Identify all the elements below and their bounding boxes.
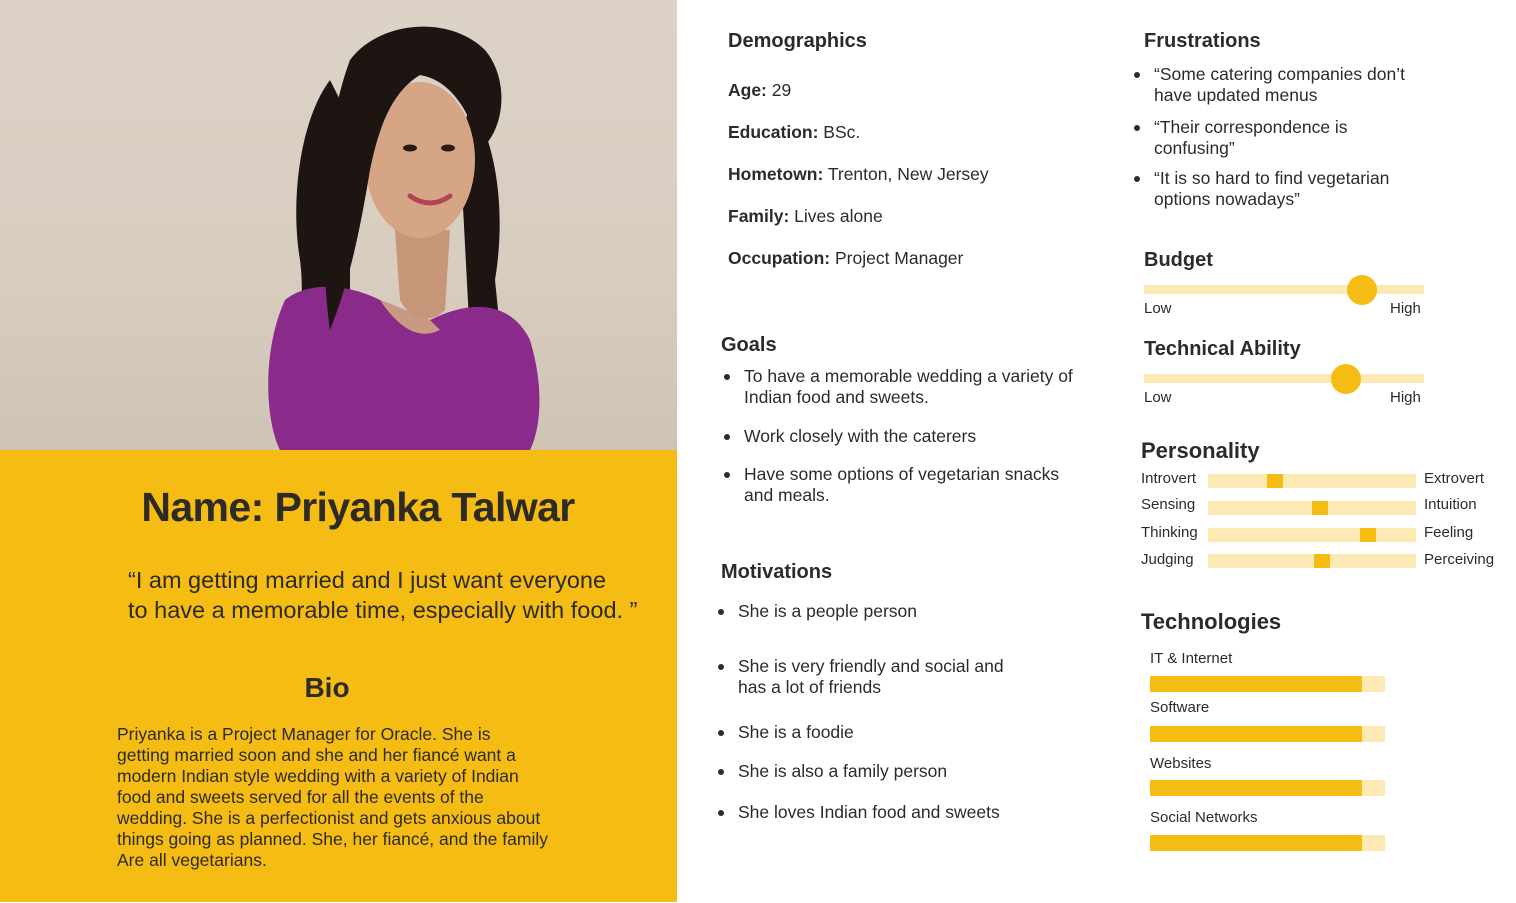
tech-bar-fill bbox=[1150, 835, 1362, 851]
goal-item bbox=[744, 426, 976, 447]
budget-slider-track bbox=[1144, 285, 1424, 294]
trait-bar bbox=[1208, 528, 1416, 542]
demographic-label: Hometown: bbox=[728, 164, 824, 184]
goal-line: Have some options of vegetarian snacks bbox=[744, 464, 1060, 484]
motivation-item bbox=[738, 601, 917, 622]
frustration-line: have updated menus bbox=[1154, 85, 1318, 105]
motivation-line: She is a foodie bbox=[738, 722, 854, 742]
technologies-heading: Technologies bbox=[1141, 609, 1282, 634]
frustration-line: “Their correspondence is bbox=[1154, 117, 1348, 137]
technical-ability-heading: Technical Ability bbox=[1144, 338, 1301, 360]
motivation-line: She is also a family person bbox=[738, 761, 948, 781]
motivation-item bbox=[738, 656, 1004, 698]
demographic-label: Family: bbox=[728, 206, 790, 226]
tech-bar bbox=[1150, 835, 1385, 851]
bio-line: Are all vegetarians. bbox=[117, 850, 267, 870]
bio-line: food and sweets served for all the events of the bbox=[117, 787, 484, 807]
technical-slider-track bbox=[1144, 374, 1424, 383]
goal-item bbox=[744, 464, 1059, 506]
tech-bar bbox=[1150, 676, 1385, 692]
motivation-item bbox=[738, 802, 1000, 823]
tech-label: Social Networks bbox=[1150, 809, 1258, 826]
budget-high-label: High bbox=[1390, 300, 1421, 317]
bio-line: Priyanka is a Project Manager for Oracle. She is bbox=[117, 724, 491, 744]
tech-label: Software bbox=[1150, 699, 1210, 716]
tech-bar-fill bbox=[1150, 676, 1362, 692]
demographic-education bbox=[728, 122, 860, 143]
person-portrait-image bbox=[0, 0, 677, 450]
quote-line: “I am getting married and I just want everyone bbox=[128, 567, 607, 593]
demographic-value: BSc. bbox=[823, 122, 861, 142]
trait-left-label: Introvert bbox=[1141, 470, 1197, 487]
bio-line: things going as planned. She, her fiancé, and the family bbox=[117, 829, 548, 849]
trait-right-label: Intuition bbox=[1424, 496, 1477, 513]
demographic-value: 29 bbox=[771, 80, 792, 100]
bio-text bbox=[117, 724, 577, 871]
budget-low-label: Low bbox=[1144, 300, 1172, 317]
trait-right-label: Extrovert bbox=[1424, 470, 1485, 487]
budget-slider-knob[interactable] bbox=[1347, 275, 1377, 305]
motivation-item bbox=[738, 722, 854, 743]
trait-bar bbox=[1208, 474, 1416, 488]
goal-item bbox=[744, 366, 1073, 408]
demographic-occupation bbox=[728, 248, 963, 269]
motivation-line: She is very friendly and social and bbox=[738, 656, 1004, 676]
frustration-line: confusing” bbox=[1154, 138, 1235, 158]
demographic-value: Lives alone bbox=[794, 206, 883, 226]
frustration-line: “It is so hard to find vegetarian bbox=[1154, 168, 1390, 188]
tech-bar bbox=[1150, 726, 1385, 742]
goal-line: Indian food and sweets. bbox=[744, 387, 929, 407]
profile-photo bbox=[0, 0, 677, 450]
goal-line: Work closely with the caterers bbox=[744, 426, 977, 446]
bio-line: getting married soon and she and her fiancé want a bbox=[117, 745, 516, 765]
tech-label: Websites bbox=[1150, 755, 1212, 772]
frustration-line: options nowadays” bbox=[1154, 189, 1300, 209]
demographic-family bbox=[728, 206, 883, 227]
trait-marker bbox=[1312, 501, 1328, 515]
goals-heading: Goals bbox=[721, 334, 777, 356]
tech-label: IT & Internet bbox=[1150, 650, 1233, 667]
trait-right-label: Perceiving bbox=[1424, 551, 1495, 568]
technical-slider-knob[interactable] bbox=[1331, 364, 1361, 394]
demographic-label: Education: bbox=[728, 122, 819, 142]
demographic-value: Trenton, New Jersey bbox=[827, 164, 989, 184]
trait-left-label: Sensing bbox=[1141, 496, 1196, 513]
demographic-label: Age: bbox=[728, 80, 767, 100]
frustration-line: “Some catering companies don’t bbox=[1154, 64, 1405, 84]
bio-heading: Bio bbox=[304, 672, 350, 703]
frustration-item bbox=[1154, 168, 1389, 210]
demographic-age bbox=[728, 80, 791, 101]
bio-line: modern Indian style wedding with a variety of Indian bbox=[117, 766, 519, 786]
demographic-value: Project Manager bbox=[834, 248, 964, 268]
tech-bar-fill bbox=[1150, 726, 1362, 742]
trait-marker bbox=[1314, 554, 1330, 568]
technical-high-label: High bbox=[1390, 389, 1421, 406]
motivation-line: She loves Indian food and sweets bbox=[738, 802, 1000, 822]
tech-bar-fill bbox=[1150, 780, 1362, 796]
goal-line: and meals. bbox=[744, 485, 830, 505]
trait-left-label: Judging bbox=[1141, 551, 1194, 568]
demographics-heading: Demographics bbox=[728, 30, 867, 52]
persona-quote bbox=[128, 565, 668, 625]
goal-line: To have a memorable wedding a variety of bbox=[744, 366, 1073, 386]
budget-heading: Budget bbox=[1144, 249, 1213, 271]
frustration-item bbox=[1154, 117, 1348, 159]
trait-bar bbox=[1208, 554, 1416, 568]
motivation-line: has a lot of friends bbox=[738, 677, 881, 697]
trait-bar bbox=[1208, 501, 1416, 515]
trait-left-label: Thinking bbox=[1141, 524, 1198, 541]
motivation-item bbox=[738, 761, 947, 782]
bio-line: wedding. She is a perfectionist and gets anxious about bbox=[117, 808, 541, 828]
trait-marker bbox=[1267, 474, 1283, 488]
technical-low-label: Low bbox=[1144, 389, 1172, 406]
tech-bar bbox=[1150, 780, 1385, 796]
personality-heading: Personality bbox=[1141, 438, 1260, 463]
demographic-hometown bbox=[728, 164, 989, 185]
frustrations-heading: Frustrations bbox=[1144, 30, 1261, 52]
quote-line: to have a memorable time, especially with food. ” bbox=[128, 597, 638, 623]
trait-right-label: Feeling bbox=[1424, 524, 1474, 541]
motivation-line: She is a people person bbox=[738, 601, 918, 621]
demographic-label: Occupation: bbox=[728, 248, 831, 268]
motivations-heading: Motivations bbox=[721, 561, 833, 583]
persona-name: Name: Priyanka Talwar bbox=[141, 484, 575, 530]
frustration-item bbox=[1154, 64, 1405, 106]
trait-marker bbox=[1360, 528, 1376, 542]
